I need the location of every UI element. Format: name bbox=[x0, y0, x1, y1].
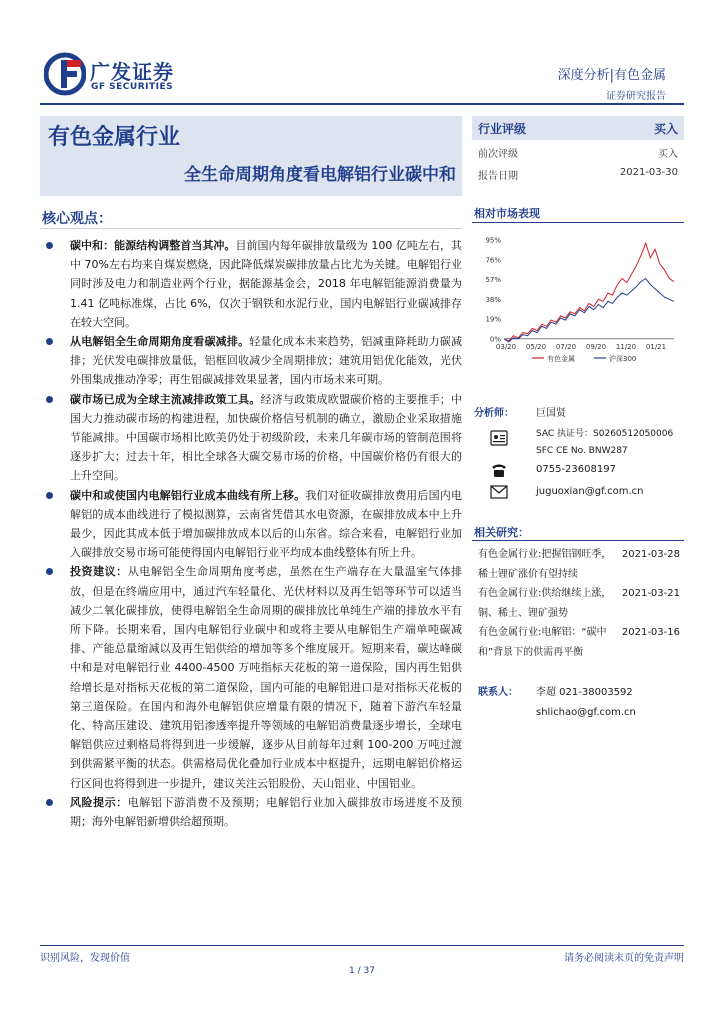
bullet-heading: 碳中和或使国内电解铝行业成本曲线有所上移。 bbox=[70, 488, 306, 502]
gf-logo-icon bbox=[44, 52, 86, 96]
y-tick-label: 38% bbox=[485, 295, 501, 304]
page-number: 1 / 37 bbox=[349, 966, 375, 976]
market-performance-divider bbox=[472, 222, 684, 223]
legend-label: 沪深300 bbox=[609, 355, 637, 363]
contact-email[interactable]: shlichao@gf.com.cn bbox=[536, 707, 636, 718]
y-tick-label: 57% bbox=[485, 276, 501, 285]
industry-name: 有色金属行业 bbox=[48, 125, 181, 150]
core-bullet bbox=[44, 562, 462, 792]
rating-label: 行业评级 bbox=[478, 122, 527, 136]
related-item-date: 2021-03-16 bbox=[621, 627, 680, 638]
bullet-text: 轻量化成本未来趋势，铝减重降耗助力碳减排；光伏发电碳排放量低，铝框回收减少全周期排放；建筑用铝优化能效，光伏外围集成推动净零；再生铝碳减排效果显著，国内市场未来可期。 bbox=[70, 335, 463, 387]
core-views-title: 核心观点： bbox=[42, 211, 112, 227]
bullet-heading: 从电解铝全生命周期角度看碳减排。 bbox=[70, 335, 250, 349]
core-views-divider bbox=[40, 228, 462, 229]
phone-icon bbox=[490, 462, 508, 478]
id-card-icon bbox=[490, 430, 508, 446]
bullet-heading: 投资建议： bbox=[70, 565, 128, 579]
logo-en-text: GF SECURITIES bbox=[91, 82, 174, 92]
contact-name: 李超 021-38003592 bbox=[536, 687, 633, 698]
core-bullet bbox=[44, 793, 462, 831]
rating-box bbox=[472, 116, 684, 184]
report-date-label: 报告日期 bbox=[478, 171, 518, 182]
title-block bbox=[40, 116, 462, 196]
report-date-row bbox=[472, 162, 684, 184]
bullet-text: 我们对征收碳排放费用后国内电解铝的成本曲线进行了模拟测算，云南省凭借其水电资源，在碳排放成本中上升最少，因此其成本低于增加碳排放成本以后的山东省。综合来看，电解铝行业加入碳排放交易市场可能使得国内电解铝行业平均成本曲线整体有所上升。 bbox=[70, 488, 463, 560]
y-tick-label: 76% bbox=[485, 256, 501, 265]
report-subtype: 证券研究报告 bbox=[606, 91, 666, 102]
report-title: 全生命周期角度看电解铝行业碳中和 bbox=[184, 165, 456, 185]
bullet-text: 经济与政策成欧盟碳价格的主要推手；中国大力推动碳市场的构建进程，加快碳价格信号机制的确立，激励企业采取措施节能减排。中国碳市场相比欧美仍处于初级阶段，未来几年碳市场的管制范围将逐步扩大；过去十年，相比全球各大碳交易市场的价格，中国碳价格仍有很大的上升空间。 bbox=[70, 392, 462, 483]
prev-rating-row bbox=[472, 140, 684, 162]
related-item-date: 2021-03-28 bbox=[621, 549, 680, 560]
bullet-heading: 碳市场已成为全球主流减排政策工具。 bbox=[70, 392, 261, 406]
analyst-label: 分析师： bbox=[474, 408, 514, 419]
related-item-date: 2021-03-21 bbox=[621, 588, 680, 599]
core-bullet bbox=[44, 236, 462, 332]
prev-rating-value: 买入 bbox=[658, 149, 678, 160]
bullet-heading: 风险提示： bbox=[70, 795, 128, 809]
header-divider bbox=[40, 103, 684, 105]
report-type: 深度分析|有色金属 bbox=[557, 68, 666, 83]
relative-performance-chart bbox=[474, 232, 684, 382]
related-item-title[interactable]: 有色金属行业:电解铝：“碳中和”背景下的供需再平衡 bbox=[478, 627, 607, 658]
footer-disclaimer[interactable]: 请务必阅读末页的免责声明 bbox=[564, 953, 684, 964]
y-tick-label: 19% bbox=[485, 315, 501, 324]
rating-header bbox=[472, 116, 684, 140]
y-tick-label: 0% bbox=[489, 335, 501, 344]
y-tick-label: 95% bbox=[485, 236, 501, 245]
logo-cn-text: 广发证券 bbox=[90, 60, 174, 84]
x-tick-label: 03/20 bbox=[495, 342, 517, 351]
rating-value: 买入 bbox=[653, 122, 678, 136]
bullet-heading: 碳中和：能源结构调整首当其冲。 bbox=[70, 239, 236, 252]
core-bullet bbox=[44, 486, 462, 563]
footer-slogan: 识别风险，发现价值 bbox=[40, 953, 130, 964]
x-tick-label: 11/20 bbox=[615, 342, 637, 351]
x-tick-label: 01/21 bbox=[645, 342, 667, 351]
analyst-phone: 0755-23608197 bbox=[536, 464, 616, 475]
analyst-email[interactable]: juguoxian@gf.com.cn bbox=[536, 486, 644, 497]
analyst-name: 巨国贤 bbox=[536, 408, 566, 419]
x-tick-label: 07/20 bbox=[555, 342, 577, 351]
x-tick-label: 05/20 bbox=[525, 342, 547, 351]
core-bullet bbox=[44, 332, 462, 390]
bullet-text: 从电解铝全生命周期角度考虑，虽然在生产端存在大量温室气体排放，但是在终端应用中，通过汽车轻量化、光伏材料以及再生铝等环节可以适当减少二氧化碳排放，使得电解铝全生命周期的碳排放比单纯生产端的排放水平有所下降。长期来看，国内电解铝行业碳中和或将主要从电解铝生产端单吨碳减排、产能总量缩减以及再生铝供给的增加等多个维度展开。短期来看，碳达峰碳中和是对电解铝行业 4400-4500 万吨指标天花板的第一道保险，国内再生铝供给增长是对指标天花板的第二道保险，国内可能的电解铝进口是对指标天花板的第三道保险。在国内和海外电解铝供应增量有限的情况下，随着下游汽车轻量化、特高压建设、建筑用铝渗透率提升等领域的电解铝消费量逐步增长，全球电解铝供应过剩格局将得到进一步缓解，逐步从目前每年过剩 100-200 万吨过渡到供需紧平衡的状态。供需格局优化叠加行业成本中枢提升，远期电解铝价格运行区间也将得到进一步提升，建议关注云铝股份、天山铝业、中国铝业。 bbox=[70, 565, 463, 790]
related-research-title: 相关研究： bbox=[474, 526, 529, 539]
bullet-text: 目前国内每年碳排放量级为 100 亿吨左右，其中 70%左右均来自煤炭燃烧，因此降低煤炭碳排放量占比尤为关键。电解铝行业同时涉及电力和制造业两个行业，据能源基金会，2018 年电解铝能源消费量为 1.41 亿吨标准煤，占比 6%，仅次于钢铁和水泥行业，国内电解铝行业碳减排存在较大空间。 bbox=[70, 239, 462, 329]
analyst-sac: SAC 执证号：S0260512050006 bbox=[536, 429, 674, 439]
contact-label: 联系人： bbox=[478, 687, 518, 698]
core-bullet bbox=[44, 390, 462, 486]
footer-divider bbox=[40, 945, 684, 946]
email-icon bbox=[490, 484, 508, 500]
series-line bbox=[504, 279, 674, 342]
gf-logo bbox=[44, 52, 194, 98]
legend-label: 有色金属 bbox=[547, 355, 575, 363]
chart-svg bbox=[474, 232, 684, 382]
related-item-title[interactable]: 有色金属行业:供给继续上涨，铜、稀土、锂矿强势 bbox=[478, 588, 612, 619]
bullet-text: 电解铝下游消费不及预期；电解铝行业加入碳排放市场进度不及预期；海外电解铝新增供给超预期。 bbox=[70, 795, 463, 829]
core-views-list bbox=[44, 236, 462, 831]
analyst-sfc: SFC CE No. BNW287 bbox=[536, 446, 628, 456]
market-performance-title: 相对市场表现 bbox=[474, 207, 540, 220]
prev-rating-label: 前次评级 bbox=[478, 149, 518, 160]
series-line bbox=[504, 243, 674, 341]
x-tick-label: 09/20 bbox=[585, 342, 607, 351]
related-research-divider bbox=[472, 540, 684, 541]
related-item-title[interactable]: 有色金属行业:把握铝钢旺季，稀土锂矿涨价有望持续 bbox=[478, 549, 612, 580]
report-date-value: 2021-03-30 bbox=[619, 167, 678, 178]
